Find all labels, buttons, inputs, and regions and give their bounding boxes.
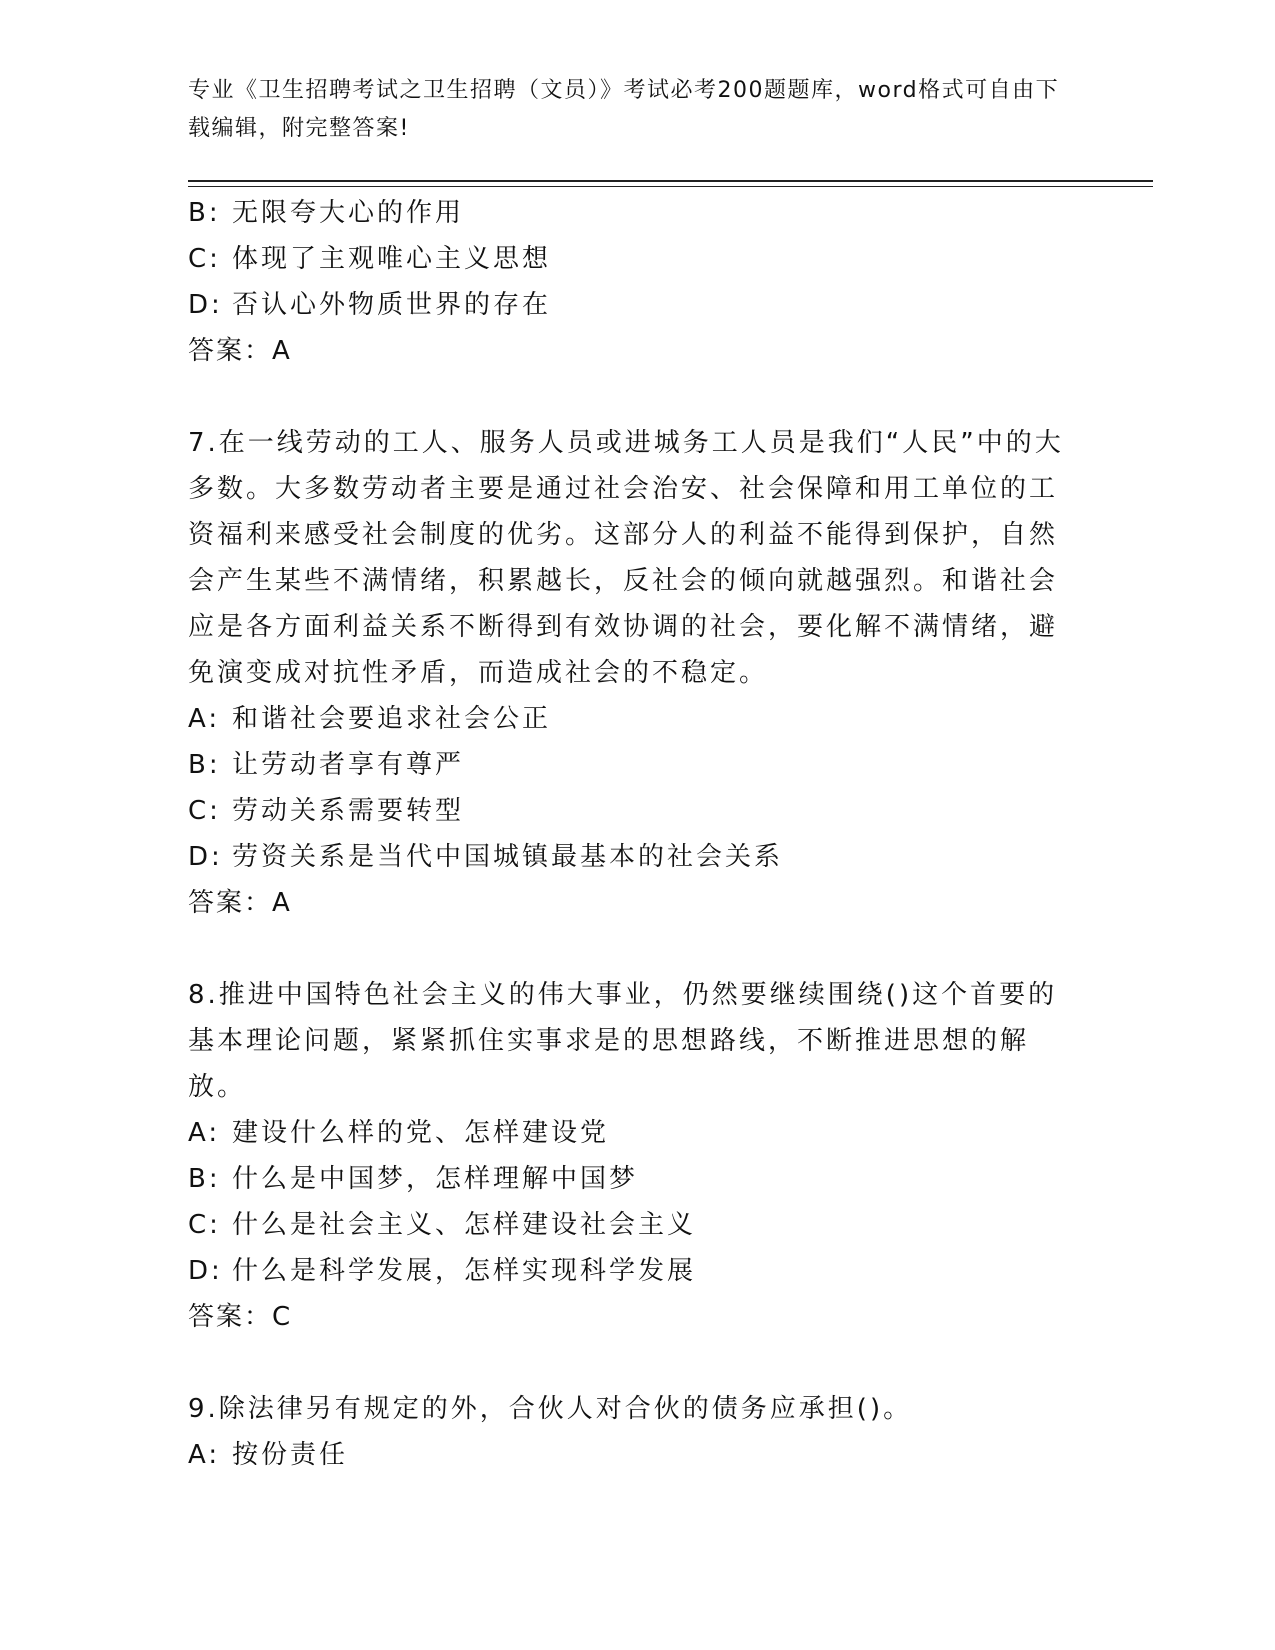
option-text: 建设什么样的党、怎样建设党 bbox=[232, 1118, 610, 1148]
option-text: 什么是中国梦，怎样理解中国梦 bbox=[232, 1164, 639, 1194]
option-b bbox=[188, 190, 1068, 236]
option-letter: B: bbox=[188, 198, 221, 228]
option-text: 无限夸大心的作用 bbox=[232, 198, 465, 228]
option-letter: A: bbox=[188, 1440, 221, 1470]
option-letter: D: bbox=[188, 290, 223, 320]
option-d bbox=[188, 282, 1068, 328]
option-c bbox=[188, 1202, 1068, 1248]
option-text: 和谐社会要追求社会公正 bbox=[232, 704, 552, 734]
option-d bbox=[188, 1248, 1068, 1294]
option-text: 什么是社会主义、怎样建设社会主义 bbox=[232, 1210, 697, 1240]
option-letter: A: bbox=[188, 1118, 221, 1148]
option-text: 否认心外物质世界的存在 bbox=[232, 290, 552, 320]
option-a bbox=[188, 1110, 1068, 1156]
option-text: 按份责任 bbox=[232, 1440, 349, 1470]
answer-line: 答案：A bbox=[188, 888, 292, 918]
option-b bbox=[188, 1156, 1068, 1202]
option-a bbox=[188, 696, 1068, 742]
option-letter: B: bbox=[188, 750, 221, 780]
option-letter: A: bbox=[188, 704, 221, 734]
option-letter: D: bbox=[188, 1256, 223, 1286]
option-c bbox=[188, 788, 1068, 834]
header-divider bbox=[188, 180, 1153, 182]
question-8-stem: 8.推进中国特色社会主义的伟大事业，仍然要继续围绕()这个首要的基本理论问题，紧紧抓住实事求是的思想路线，不断推进思想的解放。 bbox=[188, 980, 1058, 1102]
answer-line: 答案：A bbox=[188, 336, 292, 366]
spacer bbox=[188, 926, 1068, 972]
header-divider-thin bbox=[188, 186, 1153, 187]
option-letter: C: bbox=[188, 796, 221, 826]
option-text: 让劳动者享有尊严 bbox=[232, 750, 465, 780]
option-d bbox=[188, 834, 1068, 880]
option-c bbox=[188, 236, 1068, 282]
option-a bbox=[188, 1432, 1068, 1478]
option-letter: C: bbox=[188, 244, 221, 274]
spacer bbox=[188, 374, 1068, 420]
option-letter: D: bbox=[188, 842, 223, 872]
document-header: 专业《卫生招聘考试之卫生招聘（文员）》考试必考200题题库，word格式可自由下载编辑，附完整答案! bbox=[188, 78, 1060, 141]
question-content bbox=[188, 190, 1068, 1478]
option-b bbox=[188, 742, 1068, 788]
spacer bbox=[188, 1340, 1068, 1386]
option-text: 体现了主观唯心主义思想 bbox=[232, 244, 552, 274]
option-text: 劳资关系是当代中国城镇最基本的社会关系 bbox=[232, 842, 784, 872]
answer-line: 答案：C bbox=[188, 1302, 293, 1332]
option-letter: B: bbox=[188, 1164, 221, 1194]
option-text: 什么是科学发展，怎样实现科学发展 bbox=[232, 1256, 697, 1286]
question-7-stem: 7.在一线劳动的工人、服务人员或进城务工人员是我们“人民”中的大多数。大多数劳动者主要是通过社会治安、社会保障和用工单位的工资福利来感受社会制度的优劣。这部分人的利益不能得到保护，自然会产生某些不满情绪，积累越长，反社会的倾向就越强烈。和谐社会应是各方面利益关系不断得到有效协调的社会，要化解不满情绪，避免演变成对抗性矛盾，而造成社会的不稳定。 bbox=[188, 428, 1064, 688]
option-text: 劳动关系需要转型 bbox=[232, 796, 465, 826]
option-letter: C: bbox=[188, 1210, 221, 1240]
question-9-stem: 9.除法律另有规定的外，合伙人对合伙的债务应承担()。 bbox=[188, 1394, 913, 1424]
